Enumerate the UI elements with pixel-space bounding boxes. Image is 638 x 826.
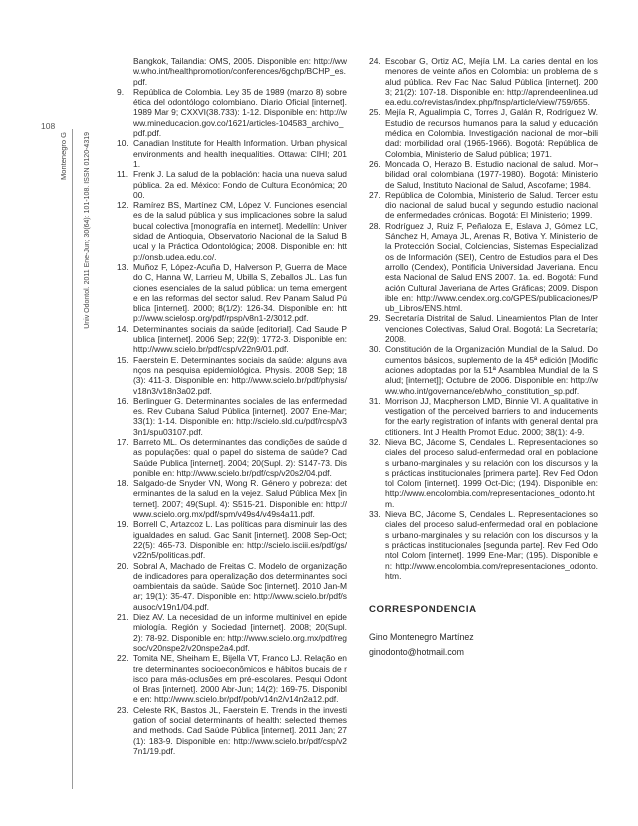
reference-number: 33. <box>369 509 381 520</box>
reference-text: Constitución de la Organización Mundial de la Salud. Documentos básicos, suplemento de la 45ª edición [Modificaciones adoptadas por la 51ª Asamblea Mundial de la Salud; [internet]]; Octubre de 2006. Disponible en: http://www.who.int/governance/eb/who_constitution_sp.pdf. <box>385 344 598 396</box>
reference-item <box>117 355 347 396</box>
reference-text: República de Colombia. Ley 35 de 1989 (marzo 8) sobre ética del odontólogo colombiano. Diario Oficial [internet]. 1989 Mar 9; CXXVI(38.733): 1-12. Disponible en: http://www.mineducacion.gov.co/1621/articles-104583_archivo_pdf.pdf. <box>133 86 347 139</box>
reference-number: 26. <box>369 158 381 169</box>
reference-text: Rodríguez J, Ruiz F, Peñaloza E, Eslava J, Gómez LC, Sánchez H, Amaya JL, Arenas R, Botiva Y. Ministerio de la Protección Social, Colciencias, Sistemas Especializados de Información (SEI), Centro de Estudios para el Desarrollo (Cendex), Pontificia Universidad Javeriana. Encuesta Nacional de Salud ENS 2007. 1a. ed. Bogotá: Fundación Cultural Javeriana de Artes Gráficas; 2009. Disponible en: http://www.cendex.org.co/GPES/publicaciones/Pub_Libros/ENS.html. <box>385 220 598 314</box>
reference-text: Secretaría Distrital de Salud. Lineamientos Plan de Intervenciones Colectivas, Salud Oral. Bogotá: La Secretaría; 2008. <box>385 313 598 345</box>
running-journal-citation: Univ Odontol. 2011 Ene-Jun; 30(64): 101-108. ISSN 0120-4319 <box>84 132 91 329</box>
reference-text: Faerstein E. Determinantes sociais da saúde: alguns avanços na pesquisa epidemiológica. Physis. 2008 Sep; 18(3): 411-3. Disponible en: http://www.scielo.br/pdf/physis/v18n3/v18n3a02.pdf. <box>133 354 347 396</box>
reference-text: Mejía R, Agualimpia C, Torres J, Galán R, Rodríguez W. Estudio de recursos humanos para la salud y educación médica en Colombia. Investigación nacional de mor¬bilidad: morbilidad oral (1965-1966). Bogotá: República de Colombia, Ministerio de Salud pública; 1971. <box>385 107 598 159</box>
reference-item <box>369 190 598 221</box>
reference-number: 20. <box>117 560 129 571</box>
reference-item <box>117 396 347 437</box>
reference-text: Frenk J. La salud de la población: hacia una nueva salud pública. 2a ed. México: Fondo de Cultura Económica; 2000. <box>133 169 347 200</box>
margin-divider <box>72 129 73 789</box>
reference-number: 24. <box>369 56 381 66</box>
reference-text: Muñoz F, López-Acuña D, Halverson P, Guerra de Macedo C, Hanna W, Larrieu M, Ubilla S, Zeballos JL. Las funciones esenciales de la salud pública: un tema emergente en las reformas del sector salud. Rev Panam Salud Pública [internet]. 2000; 8(1/2): 126-34. Disponible en: http://www.scielosp.org/pdf/rpsp/v8n1-2/3012.pdf. <box>133 261 347 324</box>
reference-text: Determinantes sociais da saúde [editorial]. Cad Saude Publica [internet]. 2006 Sep; 22(9): 1772-3. Disponible en: http://www.scielo.br/pdf/csp/v22n9/01.pdf. <box>133 323 347 355</box>
reference-item <box>369 159 598 190</box>
reference-text: Nieva BC, Jácome S, Cendales L. Representaciones sociales del proceso salud-enfermedad oral en poblaciones urbano-marginales y su relación con los discursos y las prácticas institucionales [primera parte]. Rev Fed Odontol Colom [internet]. 1999 Oct-Dic; (194). Disponible en: http://www.encolombia.com/representaciones_odonto.htm. <box>385 436 598 509</box>
reference-number: 30. <box>369 344 381 355</box>
reference-text: Nieva BC, Jácome S, Cendales L. Representaciones sociales del proceso salud-enfermedad oral en poblaciones urbano-marginales y su relación con los discursos y las prácticas institucionales [segunda parte]. Rev Fed Odontol Colom [internet]. 1999 Ene-Mar; (195). Disponible en: http://www.encolombia.com/representaciones_odonto.htm. <box>385 509 598 581</box>
reference-item <box>117 200 347 262</box>
reference-text: Salgado-de Snyder VN, Wong R. Género y pobreza: determinantes de la salud en la vejez. Salud Pública Mex [internet]. 2007; 49(Supl. 4): S515-21. Disponible en: http://www.scielo.org.mx/pdf/spm/v49s4/v49s4a11.pdf. <box>133 478 347 520</box>
reference-item <box>117 653 347 704</box>
reference-text: Bangkok, Tailandia: OMS, 2005. Disponible en: http://www.who.int/healthpromotion/conferences/6gchp/BCHP_es.pdf. <box>133 56 347 87</box>
running-author: Montenegro G <box>59 132 68 180</box>
reference-number: 25. <box>369 107 381 118</box>
reference-number: 28. <box>369 220 381 231</box>
reference-number: 15. <box>117 354 129 365</box>
reference-number: 27. <box>369 189 381 200</box>
reference-number: 13. <box>117 261 129 272</box>
reference-text: Diez AV. La necesidad de un informe multinivel en epidemiología. Región y Sociedad [internet]. 2008; 20(Supl. 2): 78-92. Disponible en: http://www.scielo.org.mx/pdf/regsoc/v20nspe2/v20nspe2a4.pdf. <box>133 612 347 653</box>
reference-number: 18. <box>117 478 129 489</box>
references-left-column <box>117 56 347 756</box>
reference-item <box>117 437 347 478</box>
reference-text: Ramírez BS, Martínez CM, López V. Funciones esenciales de la salud pública y sus implicaciones sobre la salud bucal colectiva [monografía en internet]. Medellín: Universidad de Antioquia, Observatorio Nacional de la Salud Bucal y la Práctica Odontológica; 2008. Disponible en: http://onsb.udea.edu.co/. <box>133 200 347 262</box>
reference-text: Tomita NE, Sheiham E, Bijella VT, Franco LJ. Relação entre determinantes socioeconômicos e hábitos bucais de risco para más-oclusões em pré-escolares. Pesqui Odontol Bras [internet]. 2000 Abr-Jun; 14(2): 169-75. Disponible en: http://www.scielo.br/pdf/pob/v14n2/v14n2a12.pdf. <box>133 653 347 705</box>
reference-number: 14. <box>117 323 129 334</box>
reference-item <box>369 221 598 314</box>
reference-text: Sobral A, Machado de Freitas C. Modelo de organização de indicadores para operalização dos determinantes socioambientais da saúde. Saúde Soc [internet]. 2010 Jan-Mar; 19(1): 35-47. Disponible en: http://www.scielo.br/pdf/sausoc/v19n1/04.pdf. <box>133 560 347 612</box>
reference-number: 21. <box>117 612 129 623</box>
reference-text: Barreto ML. Os determinantes das condições de saúde das populações: qual o papel do sistema de saúde? Cad Saúde Publica [internet]. 2004; 20(Supl. 2): S147-73. Disponible en: http://www.scielo.br/pdf/csp/v20s2/04.pdf. <box>133 436 347 478</box>
references-right-list <box>369 56 598 581</box>
correspondence-heading: CORRESPONDENCIA <box>369 604 477 616</box>
reference-item <box>117 705 347 756</box>
reference-item <box>369 396 598 437</box>
reference-text: Berlinguer G. Determinantes sociales de las enfermedades. Rev Cubana Salud Pública [internet]. 2007 Ene-Mar; 33(1): 1-14. Disponible en: http://scielo.sld.cu/pdf/rcsp/v33n1/spu03107.pdf. <box>133 395 347 437</box>
reference-number: 31. <box>369 395 381 406</box>
reference-number: 9. <box>117 86 125 97</box>
correspondence-block <box>369 630 598 660</box>
reference-text: Morrison JJ, Macpherson LMD, Binnie VI. A qualitative investigation of the perceived barriers to and inducements for the early registration of infants with general dental practitioners. Int J Health Promot Educ. 2000; 38(1): 4-9. <box>385 395 598 437</box>
reference-item <box>117 478 347 519</box>
reference-item <box>369 56 598 107</box>
reference-number: 32. <box>369 436 381 447</box>
reference-item <box>117 519 347 560</box>
reference-number: 17. <box>117 436 129 447</box>
author-name: Gino Montenegro Martínez <box>369 632 474 643</box>
reference-item <box>369 437 598 509</box>
references-right-column <box>369 56 598 660</box>
reference-item <box>117 561 347 612</box>
reference-number: 23. <box>117 704 129 715</box>
reference-number: 11. <box>117 169 129 180</box>
reference-number: 22. <box>117 653 129 664</box>
reference-number: 29. <box>369 313 381 324</box>
reference-text: Moncada O, Herazo B. Estudio nacional de salud. Mor¬bilidad oral colombiana (1977-1980). Bogotá: Ministerio de Salud, Instituto Nacional de Salud, Ascofame; 1984. <box>385 158 598 190</box>
reference-item <box>117 138 347 169</box>
reference-number: 16. <box>117 395 129 406</box>
reference-text: Escobar G, Ortiz AC, Mejía LM. La caries dental en los menores de veinte años en Colombia: un problema de salud pública. Rev Fac Nac Salud Pública [internet]. 2003; 21(2): 107-18. Disponible en: http://aprendeenlinea.udea.edu.co/revistas/index.php/fnsp/article/view/759/655. <box>385 56 598 108</box>
reference-text: República de Colombia, Ministerio de Salud. Tercer estudio nacional de salud bucal y segundo estudio nacional de enfermedades crónicas. Bogotá: El Ministerio; 1999. <box>385 189 598 221</box>
reference-item <box>369 344 598 395</box>
reference-item <box>117 612 347 653</box>
reference-item <box>369 107 598 158</box>
page-number: 108 <box>41 121 56 131</box>
reference-item <box>369 509 598 581</box>
reference-item <box>117 169 347 200</box>
reference-number: 10. <box>117 138 129 149</box>
reference-number: 12. <box>117 200 129 211</box>
reference-text: Borrell C, Artazcoz L. Las políticas para disminuir las desigualdades en salud. Gac Sanit [internet]. 2008 Sep-Oct; 22(5): 465-73. Disponible en: http://scielo.isciii.es/pdf/gs/v22n5/politicas.pdf. <box>133 519 347 561</box>
reference-item <box>117 87 347 138</box>
author-email[interactable]: ginodonto@hotmail.com <box>369 647 464 658</box>
reference-text: Celeste RK, Bastos JL, Faerstein E. Trends in the investigation of social determinants of health: selected themes and methods. Cad Saúde Pública [internet]. 2011 Jan; 27(1): 183-9. Disponible en: http://www.scielo.br/pdf/csp/v27n1/19.pdf. <box>133 704 347 756</box>
reference-item <box>369 313 598 344</box>
reference-number: 19. <box>117 519 129 530</box>
reference-item <box>117 324 347 355</box>
reference-item <box>117 56 347 87</box>
reference-text: Canadian Institute for Health Information. Urban physical environments and health inequalities. Ottawa: CIHI; 2011. <box>133 138 347 169</box>
reference-item <box>117 262 347 324</box>
